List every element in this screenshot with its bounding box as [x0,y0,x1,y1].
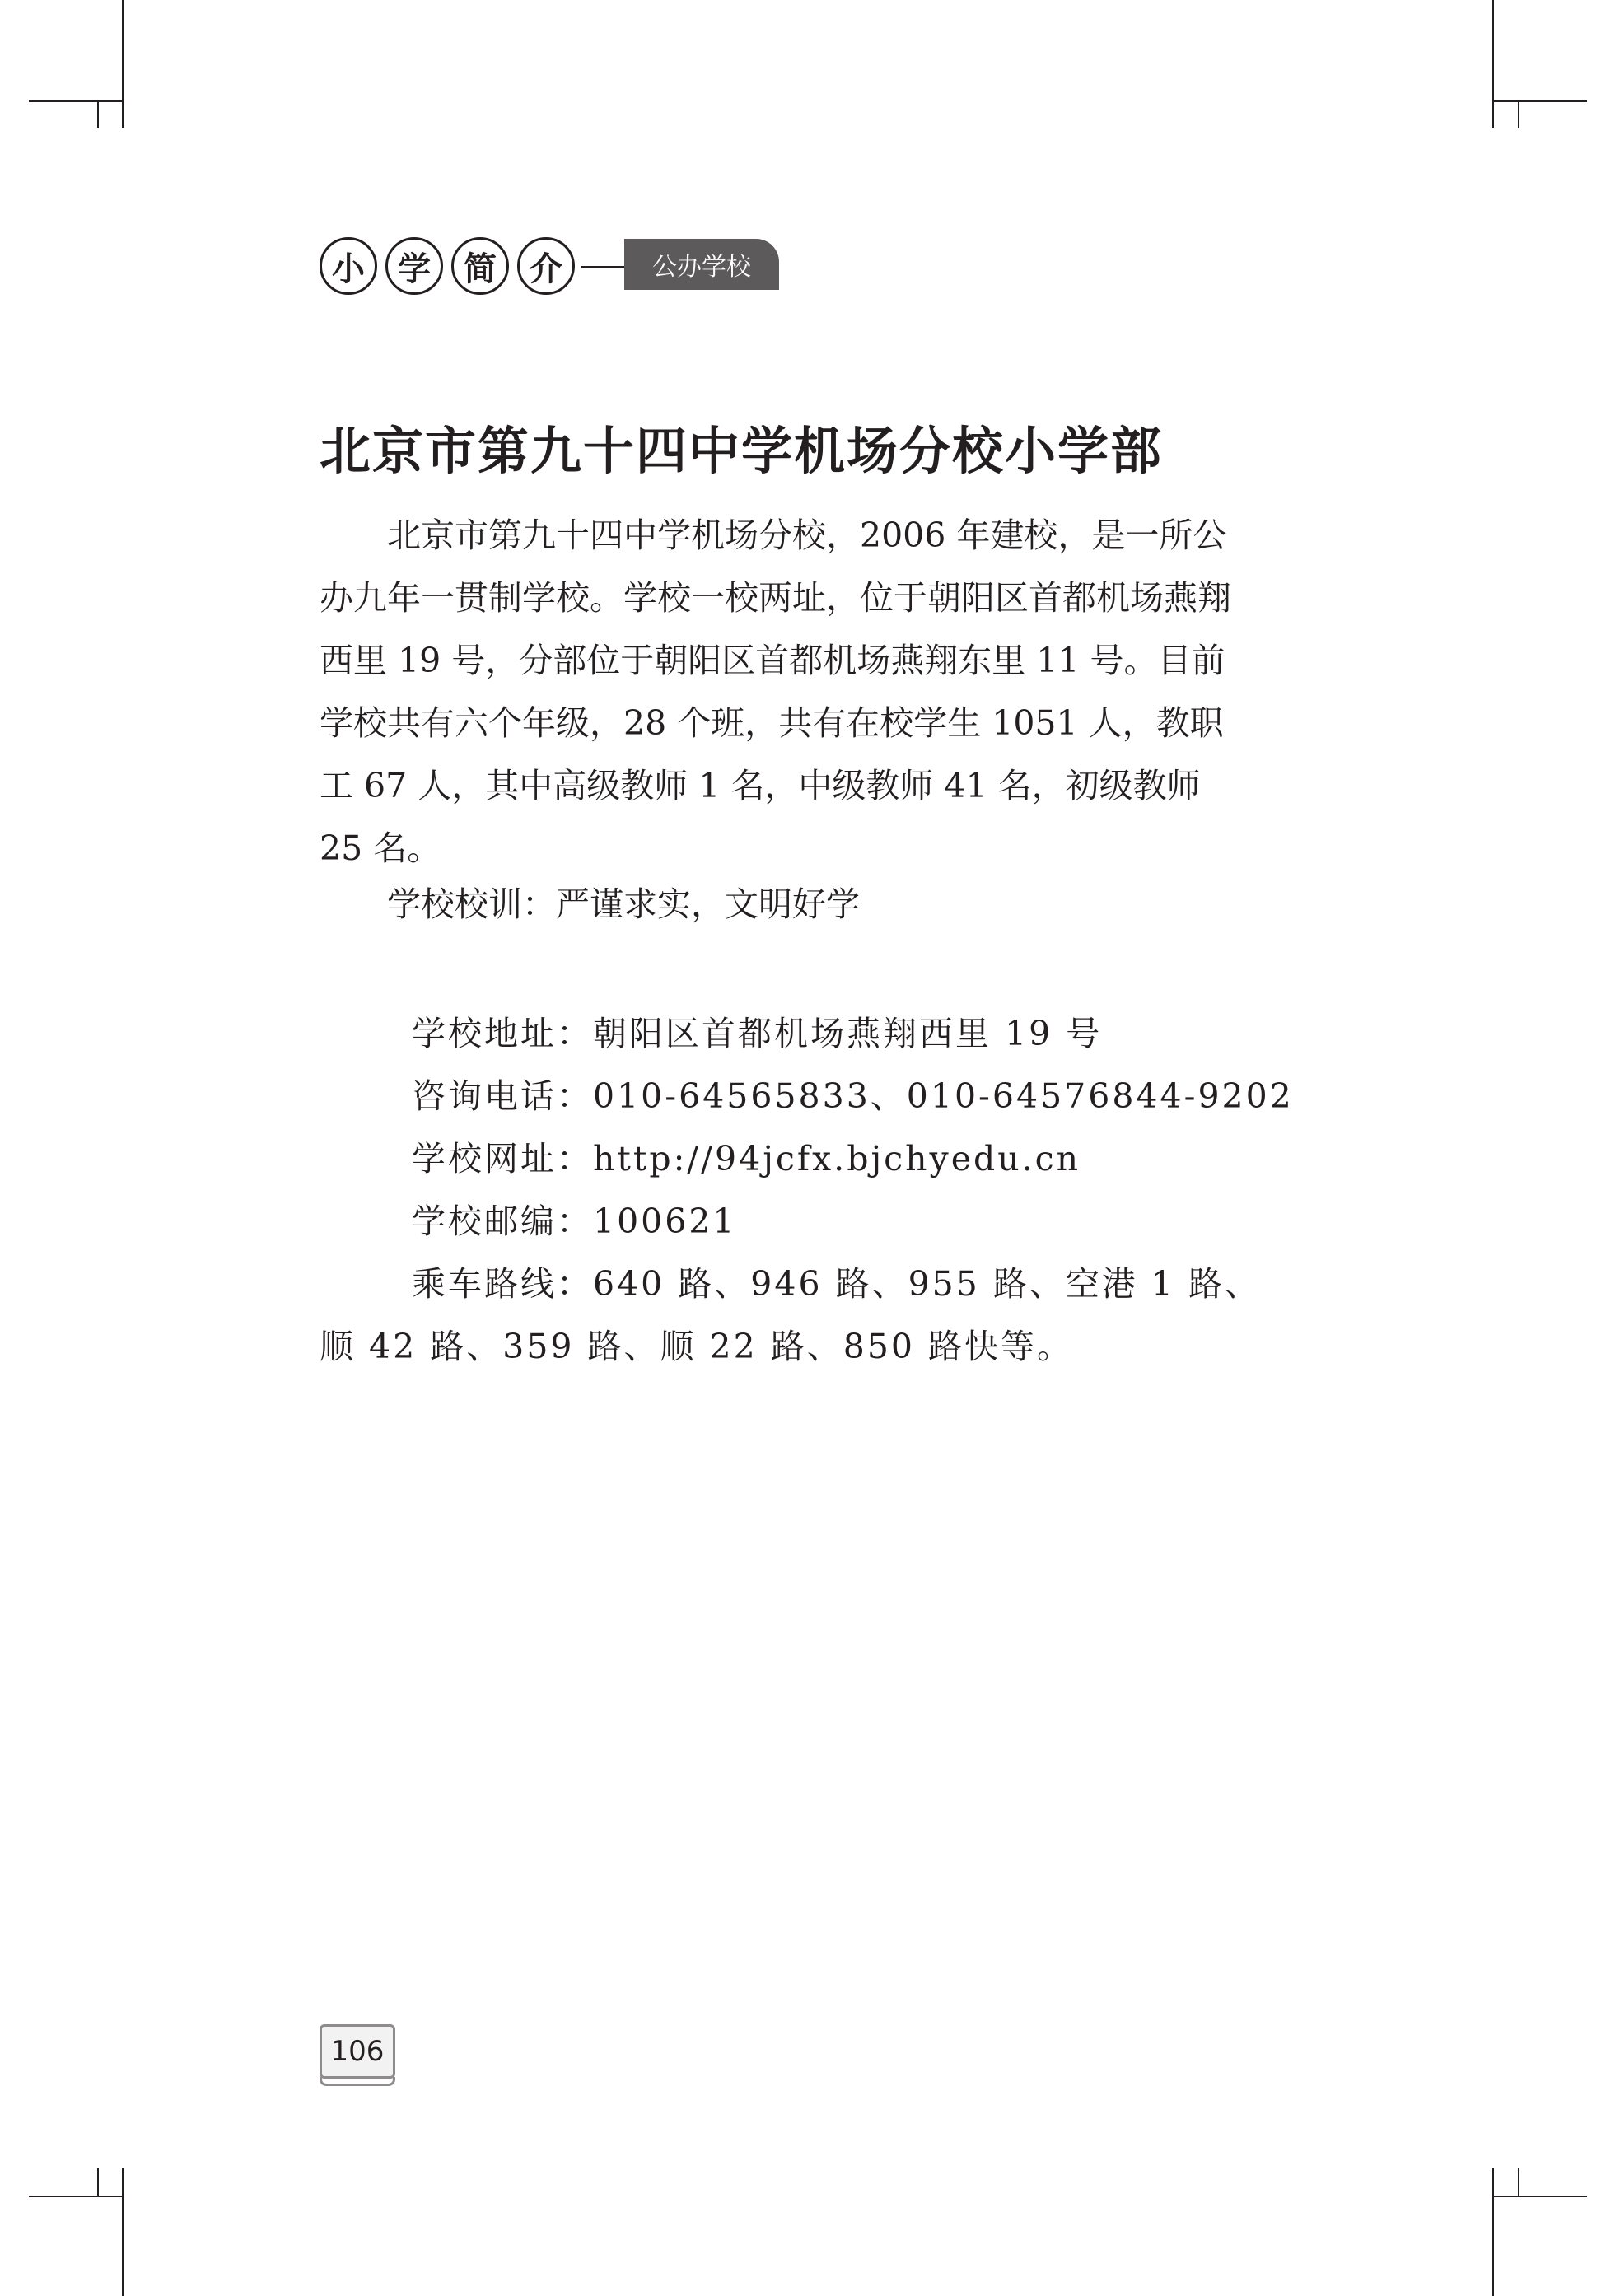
crop-mark [1492,0,1494,128]
header-circle-char: 介 [517,237,575,295]
page-number: 106 [320,2024,395,2079]
crop-mark [1492,100,1587,102]
section-header [320,237,781,298]
crop-mark [97,2168,99,2196]
contact-phone: 咨询电话：010-64565833、010-64576844-9202 [412,1076,1294,1116]
crop-mark [29,2196,124,2197]
school-postcode: 学校邮编：100621 [412,1202,737,1241]
crop-mark [122,0,124,128]
school-title: 北京市第九十四中学机场分校小学部 [320,421,1164,481]
intro-paragraph: 北京市第九十四中学机场分校，2006 年建校，是一所公办九年一贯制学校。学校一校两址，位于朝阳区首都机场燕翔西里 19 号，分部位于朝阳区首都机场燕翔东里 11 号。目前学校共有六个年级，28 个班，共有在校学生 1051 人，教职工 67 人，其中高级教师 1 名，中级教师 41 名，初级教师 25 名。 [320,516,1231,868]
school-motto: 学校校训：严谨求实，文明好学 [387,884,860,924]
header-circle-char: 学 [385,237,443,295]
crop-mark [29,100,124,102]
bus-routes-line-2: 顺 42 路、359 路、顺 22 路、850 路快等。 [320,1327,1074,1366]
crop-mark [97,100,99,128]
crop-mark [1518,2168,1519,2196]
school-address: 学校地址：朝阳区首都机场燕翔西里 19 号 [412,1014,1103,1053]
crop-mark [1492,2196,1587,2197]
crop-mark [1518,100,1519,128]
header-circle-char: 小 [320,237,377,295]
crop-mark [122,2168,124,2296]
header-circle-char: 简 [451,237,509,295]
category-tag: 公办学校 [624,239,779,290]
bus-routes-line-1: 乘车路线：640 路、946 路、955 路、空港 1 路、 [412,1264,1262,1304]
crop-mark [1492,2168,1494,2296]
school-website: 学校网址：http://94jcfx.bjchyedu.cn [412,1139,1081,1178]
